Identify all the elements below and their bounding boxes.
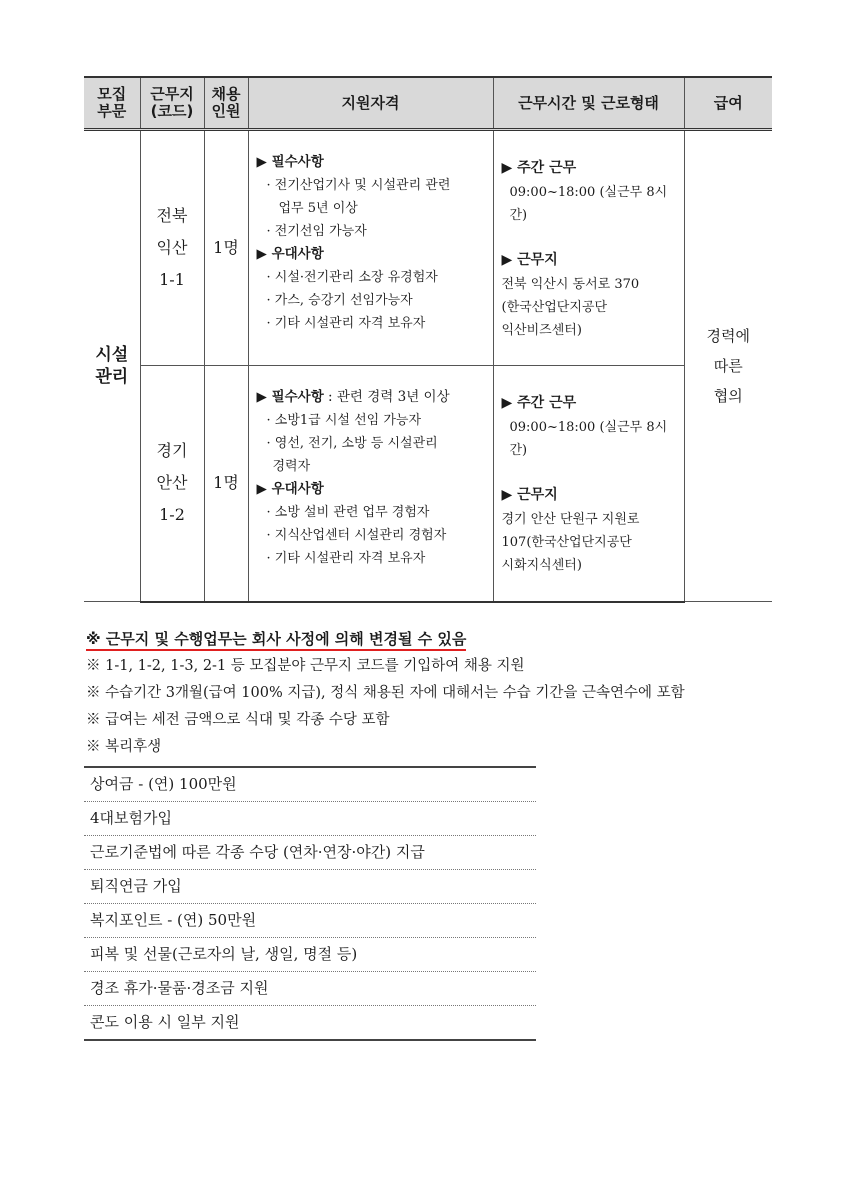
header-qualification: 지원자격 (248, 77, 493, 130)
list-item: · 소방 설비 관련 업무 경험자 (266, 505, 430, 520)
work-place-line: 시화지식센터) (501, 558, 582, 573)
welfare-list (84, 766, 536, 1041)
header-department: 모집 부문 (84, 77, 140, 130)
qualification-cell (248, 130, 493, 366)
notes-section (86, 626, 786, 761)
header-salary: 급여 (684, 77, 772, 130)
note-location-code: ※ 1-1, 1-2, 1-3, 2-1 등 모집분야 근무지 코드를 기입하여 채용 지원 (86, 658, 525, 674)
recruitment-table (84, 76, 772, 603)
list-item: 상여금 - (연) 100만원 (84, 768, 536, 802)
list-item: 복지포인트 - (연) 50만원 (84, 904, 536, 938)
qualification-cell (248, 366, 493, 602)
work-place-line: 익산비즈센터) (501, 323, 582, 338)
list-item: 퇴직연금 가입 (84, 870, 536, 904)
list-item: · 기타 시설관리 자격 보유자 (266, 551, 426, 566)
list-item: · 기타 시설관리 자격 보유자 (266, 316, 426, 331)
list-item: 4대보험가입 (84, 802, 536, 836)
list-item: 업무 5년 이상 (278, 201, 358, 216)
list-item: 경력자 (272, 459, 311, 474)
hire-count-cell: 1명 (204, 366, 248, 602)
salary-cell: 경력에 따른 협의 (684, 130, 772, 602)
list-item: · 전기선임 가능자 (266, 224, 367, 239)
list-item: · 소방1급 시설 선임 가능자 (266, 413, 422, 428)
list-item: · 지식산업센터 시설관리 경험자 (266, 528, 447, 543)
work-place-line: (한국산업단지공단 (501, 300, 608, 315)
work-place-title: ▶ 근무지 (501, 252, 558, 268)
work-place-line: 경기 안산 단원구 지원로 (501, 512, 640, 527)
header-location: 근무지 (코드) (140, 77, 204, 130)
work-place-line: 전북 익산시 동서로 370 (501, 277, 640, 292)
list-item: 경조 휴가·물품·경조금 지원 (84, 972, 536, 1006)
note-probation: ※ 수습기간 3개월(급여 100% 지급), 정식 채용된 자에 대해서는 수습 기간을 근속연수에 포함 (86, 685, 685, 701)
hire-count-cell: 1명 (204, 130, 248, 366)
work-conditions-cell (493, 366, 684, 602)
location-code-cell: 경기 안산 1-2 (140, 366, 204, 602)
work-hours-title: ▶ 주간 근무 (501, 395, 577, 411)
list-item: 근로기준법에 따른 각종 수당 (연차·연장·야간) 지급 (84, 836, 536, 870)
table-row (84, 366, 772, 602)
work-place-line: 107(한국산업단지공단 (501, 535, 632, 550)
note-emphasis: ※ 근무지 및 수행업무는 회사 사정에 의해 변경될 수 있음 (86, 626, 786, 653)
header-work-conditions: 근무시간 및 근로형태 (493, 77, 684, 130)
list-item: · 가스, 승강기 선임가능자 (266, 293, 413, 308)
department-cell: 시설 관리 (84, 130, 140, 602)
table-header-row (84, 77, 772, 130)
list-item: · 시설·전기관리 소장 유경험자 (266, 270, 438, 285)
note-welfare-title: ※ 복리후생 (86, 739, 162, 755)
work-hours-title: ▶ 주간 근무 (501, 160, 577, 176)
preferred-title: ▶ 우대사항 (256, 246, 324, 262)
work-conditions-cell (493, 130, 684, 366)
list-item: · 전기산업기사 및 시설관리 관련 (266, 178, 451, 193)
preferred-title: ▶ 우대사항 (256, 481, 324, 497)
work-hours-text: 09:00~18:00 (실근무 8시간) (509, 420, 668, 458)
work-hours-text: 09:00~18:00 (실근무 8시간) (509, 185, 668, 223)
required-title: ▶ 필수사항 : 관련 경력 3년 이상 (256, 389, 450, 405)
work-place-title: ▶ 근무지 (501, 487, 558, 503)
note-salary: ※ 급여는 세전 금액으로 식대 및 각종 수당 포함 (86, 712, 390, 728)
list-item: 콘도 이용 시 일부 지원 (90, 1013, 240, 1031)
required-title: ▶ 필수사항 (256, 154, 324, 170)
table-row (84, 130, 772, 366)
list-item: 피복 및 선물(근로자의 날, 생일, 명절 등) (84, 938, 536, 972)
location-code-cell: 전북 익산 1-1 (140, 130, 204, 366)
header-hire-count: 채용 인원 (204, 77, 248, 130)
list-item: · 영선, 전기, 소방 등 시설관리 (266, 436, 438, 451)
